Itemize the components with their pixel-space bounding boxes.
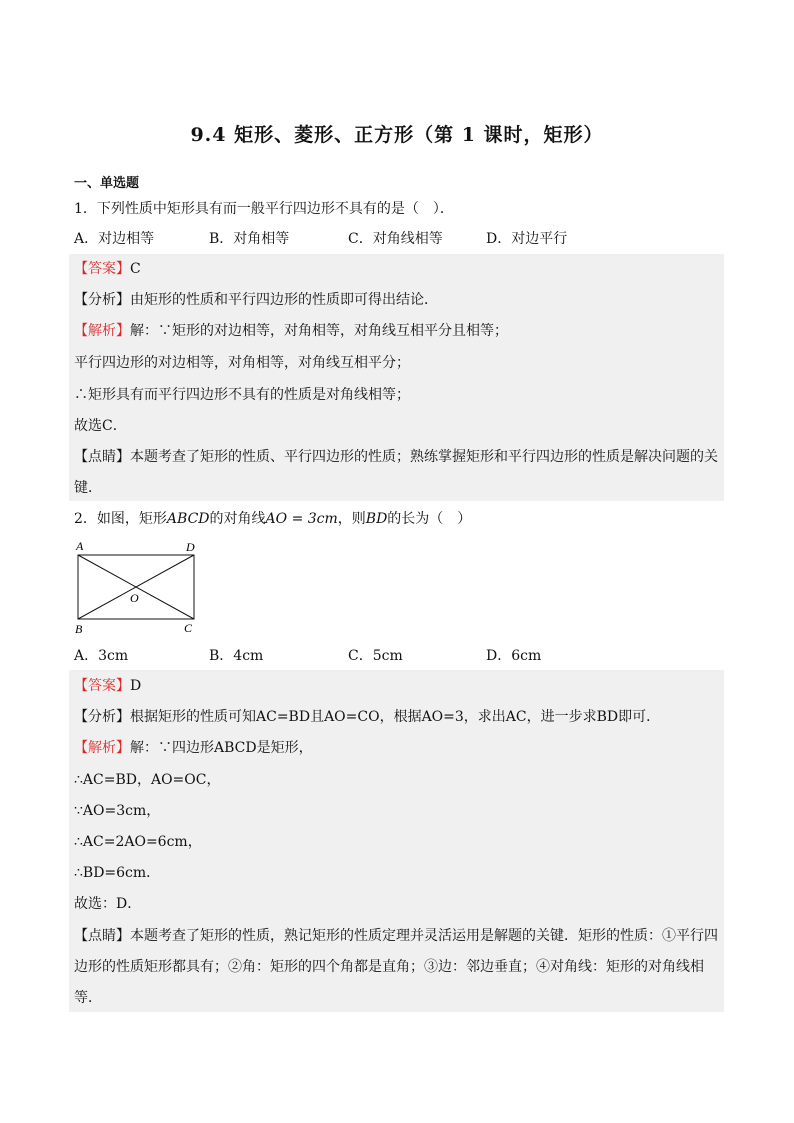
q2-solution-tag: 【解析】 xyxy=(74,740,130,756)
q1-analysis xyxy=(74,290,438,310)
q2-answer xyxy=(74,676,141,696)
q1-stem: 1．下列性质中矩形具有而一般平行四边形不具有的是（ ）． xyxy=(74,201,454,217)
q1-option-b: B．对角相等 xyxy=(209,231,290,247)
q1-answer xyxy=(74,259,141,279)
q2-comment xyxy=(74,921,722,1014)
q2-option-d: D．6cm xyxy=(486,648,542,664)
q2-stem-bd: BD xyxy=(365,511,388,527)
q2-solution-line xyxy=(74,738,313,758)
q2-answer-value: D xyxy=(130,678,142,694)
q2-analysis xyxy=(74,707,660,727)
q2-analysis-tag: 【分析】 xyxy=(74,709,130,725)
q2-stem-suffix: 的长为（ ） xyxy=(387,511,472,527)
q2-stem-prefix: 2．如图，矩形 xyxy=(74,511,167,527)
q1-option-a: A．对边相等 xyxy=(74,231,155,247)
q2-option-b: B．4cm xyxy=(209,648,264,664)
rectangle-diagram xyxy=(72,538,207,638)
q1-solution-line: ∴矩形具有而平行四边形不具有的性质是对角线相等； xyxy=(74,387,410,403)
q1-analysis-text: 由矩形的性质和平行四边形的性质即可得出结论． xyxy=(130,292,438,308)
q2-option-c: C．5cm xyxy=(348,648,403,664)
q2-solution-line: ∴AC=BD，AO=OC， xyxy=(74,772,221,788)
q1-solution-line: 故选C． xyxy=(74,418,127,434)
q2-option-a: A．3cm xyxy=(74,648,129,664)
q2-solution-line: ∴AC=2AO=6cm， xyxy=(74,834,202,850)
section-heading: 一、单选题 xyxy=(74,176,140,191)
q1-solution-line xyxy=(74,321,508,341)
label-c: C xyxy=(184,621,193,635)
q2-solution-text: 解：∵四边形ABCD是矩形， xyxy=(130,740,313,756)
q1-answer-value: C xyxy=(130,261,141,277)
q2-comment-text: 本题考查了矩形的性质，熟记矩形的性质定理并灵活运用是解题的关键．矩形的性质：①平行四边形的性质矩形都具有；②角：矩形的四个角都是直角；③边：邻边垂直；④对角线：矩形的对角线相等． xyxy=(74,928,718,1006)
label-b: B xyxy=(75,622,83,636)
q2-solution-line: 故选：D． xyxy=(74,896,142,912)
q2-analysis-text: 根据矩形的性质可知AC=BD且AO=CO，根据AO=3，求出AC，进一步求BD即可． xyxy=(130,709,661,725)
q1-comment-tag: 【点睛】 xyxy=(74,449,130,465)
label-a: A xyxy=(76,539,84,553)
q1-solution-line: 平行四边形的对边相等，对角相等，对角线互相平分； xyxy=(74,355,410,371)
q2-stem-expr: AO = 3cm xyxy=(265,511,338,527)
q2-comment-tag: 【点睛】 xyxy=(74,928,130,944)
q2-stem-rect: ABCD xyxy=(166,511,210,527)
label-d: D xyxy=(186,540,195,554)
q2-answer-tag: 【答案】 xyxy=(74,678,130,694)
q1-comment xyxy=(74,442,722,504)
q2-stem-mid2: ，则 xyxy=(337,511,366,527)
q1-solution-tag: 【解析】 xyxy=(74,323,130,339)
q1-comment-text: 本题考查了矩形的性质、平行四边形的性质；熟练掌握矩形和平行四边形的性质是解决问题的关键． xyxy=(74,449,718,496)
q2-stem xyxy=(74,509,471,529)
q1-option-d: D．对边平行 xyxy=(486,231,568,247)
q1-answer-tag: 【答案】 xyxy=(74,261,130,277)
q2-stem-mid: 的对角线 xyxy=(209,511,266,527)
page-title: 9.4 矩形、菱形、正方形（第 1 课时，矩形） xyxy=(190,124,604,146)
label-o: O xyxy=(130,591,139,605)
q1-solution-text: 解：∵矩形的对边相等，对角相等，对角线互相平分且相等； xyxy=(130,323,508,339)
q2-solution-line: ∴BD=6cm． xyxy=(74,865,161,881)
q1-option-c: C．对角线相等 xyxy=(348,231,443,247)
q2-solution-line: ∵AO=3cm， xyxy=(74,803,161,819)
q1-analysis-tag: 【分析】 xyxy=(74,292,130,308)
